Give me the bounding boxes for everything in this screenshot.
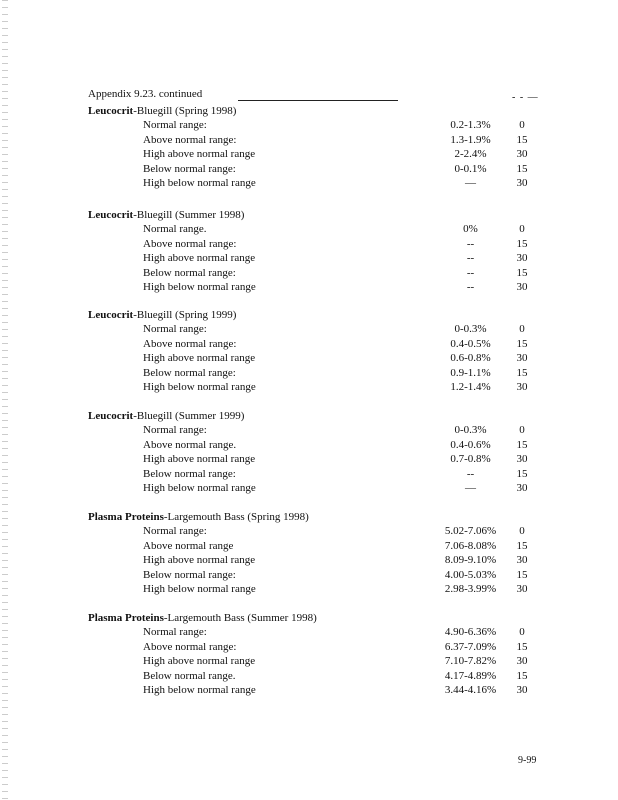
range-label: Below normal range: xyxy=(143,266,236,279)
score-value: 15 xyxy=(516,337,528,350)
score-value: 30 xyxy=(516,352,528,364)
section-heading-rest: -Bluegill (Summer 1999) xyxy=(133,410,245,422)
range-value: 0-0.3% xyxy=(454,323,487,335)
range-value: — xyxy=(465,482,476,494)
criteria-row xyxy=(88,266,548,281)
corner-mark: - - — xyxy=(512,92,539,103)
section-heading xyxy=(88,208,548,222)
range-label: Below normal range. xyxy=(143,669,236,682)
score-value: 15 xyxy=(516,133,528,146)
score-value: 30 xyxy=(516,655,528,667)
criteria-row xyxy=(88,640,548,655)
range-value: 0-0.3% xyxy=(454,424,487,436)
score-value: 15 xyxy=(516,568,528,581)
range-value: -- xyxy=(466,281,475,293)
range-value: 4.00-5.03% xyxy=(444,568,497,581)
score-value: 15 xyxy=(516,438,528,451)
range-value: 1.2-1.4% xyxy=(450,381,491,393)
range-label: High below normal range xyxy=(143,482,256,494)
range-value: 2.98-3.99% xyxy=(444,583,497,595)
score-value: 30 xyxy=(516,281,528,293)
criteria-row xyxy=(88,280,548,295)
range-label: Above normal range: xyxy=(143,133,237,146)
range-value: -- xyxy=(466,266,475,279)
section-heading-rest: -Bluegill (Summer 1998) xyxy=(133,209,245,221)
score-value: 15 xyxy=(516,266,528,279)
range-value: 0% xyxy=(463,223,478,235)
section-heading-bold: Leucocrit xyxy=(88,105,134,117)
criteria-row xyxy=(88,481,548,496)
range-value: 1.3-1.9% xyxy=(450,133,491,146)
range-label: High below normal range xyxy=(143,381,256,393)
section-heading-rest: -Bluegill (Spring 1999) xyxy=(133,309,237,321)
section-heading-rest: -Largemouth Bass (Spring 1998) xyxy=(163,511,309,523)
criteria-row xyxy=(88,438,548,453)
range-label: High below normal range xyxy=(143,177,256,189)
score-value: 30 xyxy=(516,554,528,566)
section-heading-bold: Plasma Proteins xyxy=(88,612,164,624)
range-label: Above normal range: xyxy=(143,237,237,250)
range-value: -- xyxy=(466,237,475,250)
criteria-row xyxy=(88,337,548,352)
score-value: 30 xyxy=(516,583,528,595)
criteria-row xyxy=(88,366,548,381)
range-label: Above normal range: xyxy=(143,640,237,653)
score-value: 0 xyxy=(519,323,525,335)
score-value: 0 xyxy=(519,525,525,537)
range-value: 2-2.4% xyxy=(454,148,487,160)
range-label: High below normal range xyxy=(143,583,256,595)
criteria-row xyxy=(88,322,548,337)
score-value: 30 xyxy=(516,177,528,189)
section-heading xyxy=(88,104,548,118)
scan-margin-artifact xyxy=(2,0,8,800)
range-value: 3.44-4.16% xyxy=(444,684,497,696)
criteria-row xyxy=(88,625,548,640)
score-value: 30 xyxy=(516,482,528,494)
criteria-section xyxy=(88,510,548,597)
range-label: High below normal range xyxy=(143,684,256,696)
range-label: Normal range: xyxy=(143,626,207,638)
range-value: 8.09-9.10% xyxy=(444,554,497,566)
range-value: — xyxy=(465,177,476,189)
range-label: Normal range: xyxy=(143,119,207,131)
criteria-row xyxy=(88,222,548,237)
criteria-row xyxy=(88,683,548,698)
score-value: 30 xyxy=(516,148,528,160)
criteria-row xyxy=(88,133,548,148)
criteria-section xyxy=(88,308,548,395)
score-value: 15 xyxy=(516,162,528,175)
range-value: 7.10-7.82% xyxy=(444,655,497,667)
score-value: 30 xyxy=(516,684,528,696)
range-label: High above normal range xyxy=(143,655,256,667)
score-value: 0 xyxy=(519,424,525,436)
criteria-row xyxy=(88,553,548,568)
range-label: High above normal range xyxy=(143,453,256,465)
criteria-row xyxy=(88,669,548,684)
criteria-row xyxy=(88,568,548,583)
section-heading xyxy=(88,510,548,524)
score-value: 15 xyxy=(516,467,528,480)
score-value: 15 xyxy=(516,640,528,653)
range-value: 0.4-0.5% xyxy=(450,337,491,350)
range-value: 0.2-1.3% xyxy=(450,119,491,131)
range-label: Normal range: xyxy=(143,525,207,537)
range-value: 0.6-0.8% xyxy=(450,352,491,364)
criteria-row xyxy=(88,452,548,467)
criteria-row xyxy=(88,237,548,252)
section-heading xyxy=(88,308,548,322)
range-label: High above normal range xyxy=(143,352,256,364)
criteria-section xyxy=(88,104,548,191)
criteria-section xyxy=(88,208,548,295)
score-value: 15 xyxy=(516,366,528,379)
range-label: Above normal range xyxy=(143,539,234,552)
criteria-section xyxy=(88,611,548,698)
score-value: 15 xyxy=(516,539,528,552)
section-heading-bold: Leucocrit xyxy=(88,410,134,422)
range-label: Above normal range: xyxy=(143,337,237,350)
score-value: 30 xyxy=(516,381,528,393)
range-label: High above normal range xyxy=(143,148,256,160)
criteria-section xyxy=(88,409,548,496)
range-value: -- xyxy=(466,252,475,264)
criteria-row xyxy=(88,176,548,191)
range-label: Normal range: xyxy=(143,323,207,335)
section-heading-bold: Plasma Proteins xyxy=(88,511,164,523)
score-value: 0 xyxy=(519,626,525,638)
criteria-row xyxy=(88,467,548,482)
page-title: Appendix 9.23. continued xyxy=(88,88,203,100)
score-value: 30 xyxy=(516,252,528,264)
criteria-row xyxy=(88,147,548,162)
range-label: High above normal range xyxy=(143,554,256,566)
range-value: 4.90-6.36% xyxy=(444,626,497,638)
criteria-row xyxy=(88,162,548,177)
range-value: 0.9-1.1% xyxy=(450,366,491,379)
criteria-row xyxy=(88,351,548,366)
range-value: 4.17-4.89% xyxy=(444,669,497,682)
range-label: Below normal range: xyxy=(143,162,236,175)
range-value: 0.7-0.8% xyxy=(450,453,491,465)
range-value: 6.37-7.09% xyxy=(444,640,497,653)
section-heading-bold: Leucocrit xyxy=(88,209,134,221)
range-label: High below normal range xyxy=(143,281,256,293)
range-value: 7.06-8.08% xyxy=(444,539,497,552)
range-value: 0-0.1% xyxy=(454,162,487,175)
section-heading-rest: -Largemouth Bass (Summer 1998) xyxy=(163,612,317,624)
page-number: 9-99 xyxy=(518,755,537,766)
range-label: Below normal range: xyxy=(143,467,236,480)
section-heading xyxy=(88,409,548,423)
section-heading-rest: -Bluegill (Spring 1998) xyxy=(133,105,237,117)
score-value: 0 xyxy=(519,223,525,235)
score-value: 30 xyxy=(516,453,528,465)
criteria-row xyxy=(88,118,548,133)
range-label: Below normal range: xyxy=(143,568,236,581)
criteria-row xyxy=(88,524,548,539)
range-label: Above normal range. xyxy=(143,438,237,451)
criteria-row xyxy=(88,582,548,597)
range-label: Normal range. xyxy=(143,223,207,235)
score-value: 15 xyxy=(516,237,528,250)
criteria-row xyxy=(88,539,548,554)
range-value: -- xyxy=(466,467,475,480)
criteria-row xyxy=(88,423,548,438)
criteria-row xyxy=(88,654,548,669)
criteria-row xyxy=(88,251,548,266)
range-value: 0.4-0.6% xyxy=(450,438,491,451)
criteria-row xyxy=(88,380,548,395)
range-label: Below normal range: xyxy=(143,366,236,379)
range-label: High above normal range xyxy=(143,252,256,264)
range-label: Normal range: xyxy=(143,424,207,436)
score-value: 0 xyxy=(519,119,525,131)
score-value: 15 xyxy=(516,669,528,682)
range-value: 5.02-7.06% xyxy=(444,525,497,537)
header-rule xyxy=(238,100,398,101)
section-heading xyxy=(88,611,548,625)
section-heading-bold: Leucocrit xyxy=(88,309,134,321)
